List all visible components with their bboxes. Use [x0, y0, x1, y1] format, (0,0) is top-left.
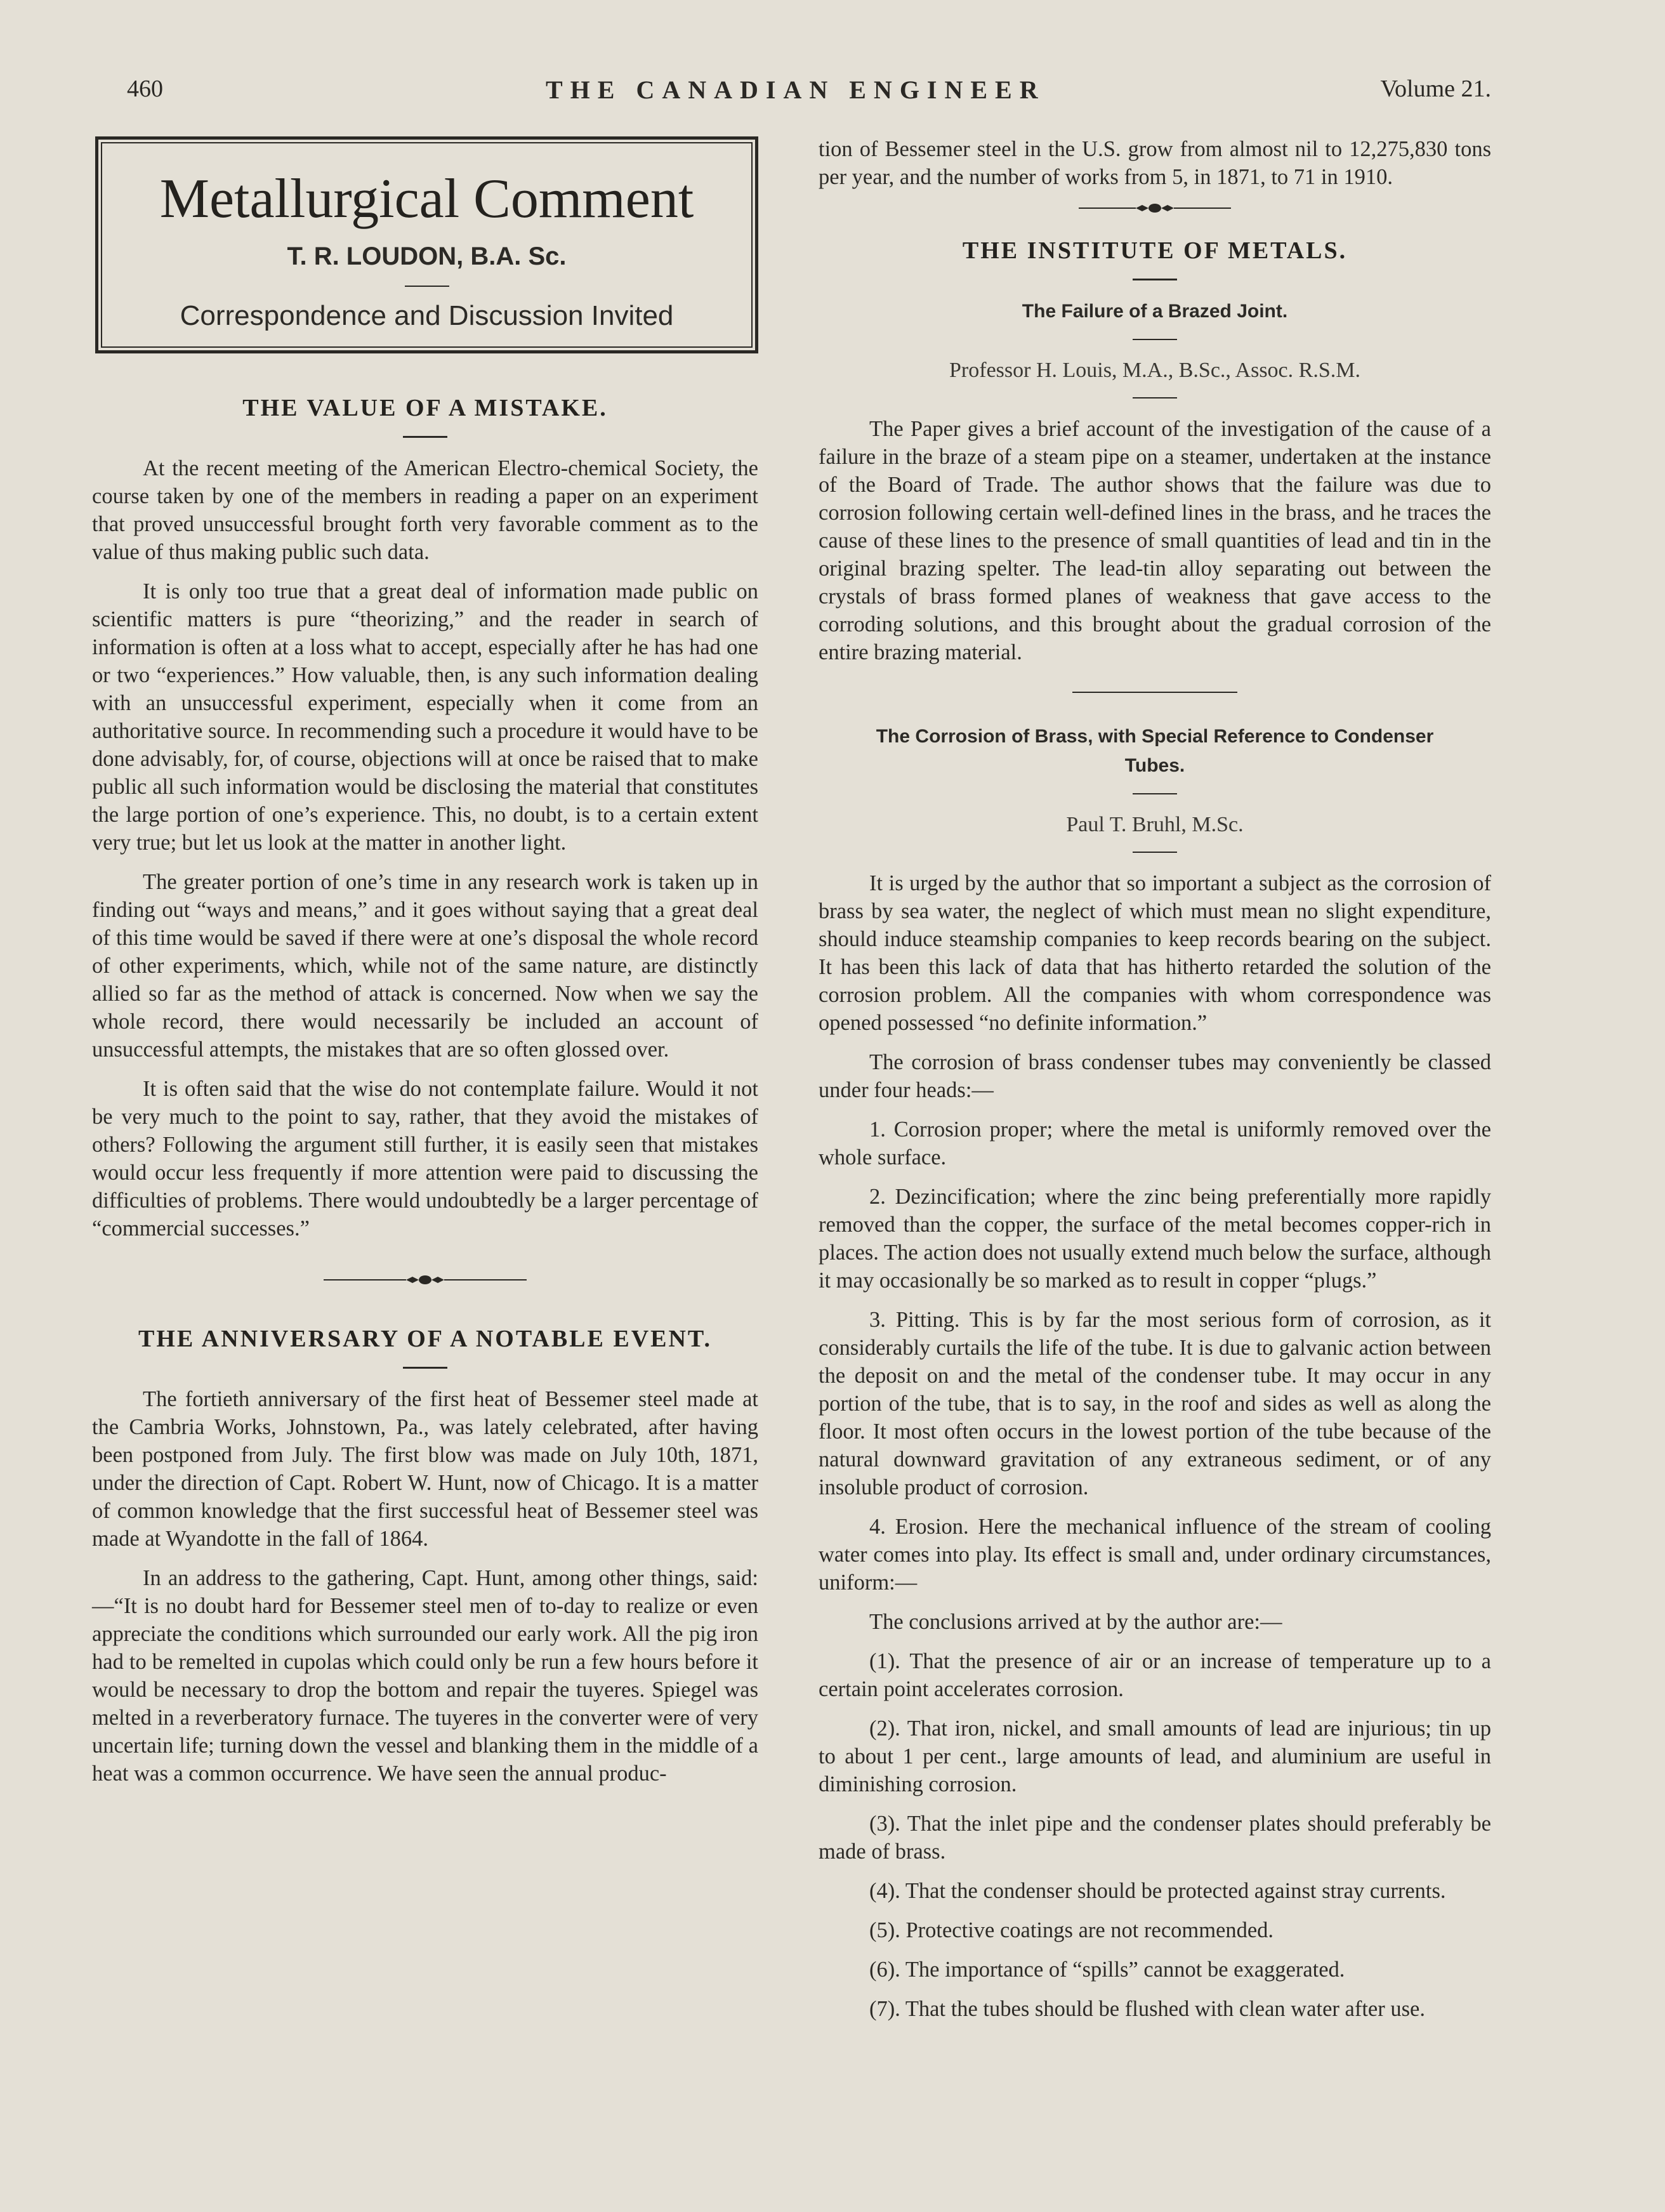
page-header: [127, 75, 1491, 113]
paragraph-continuation: tion of Bessemer steel in the U.S. grow from almost nil to 12,275,830 tons per year, and the number of works from 5, in 1871, to 71 in 1910.: [819, 137, 1491, 189]
list-item: (5). Protective coatings are not recommended.: [869, 1918, 1274, 1942]
article-title: The Corrosion of Brass, with Special Reference to Condenser Tubes.: [876, 726, 1434, 776]
article-subtitle: The Failure of a Brazed Joint.: [1022, 301, 1288, 322]
ornament-icon: [406, 1274, 444, 1286]
list-item: (2). That iron, nickel, and small amounts of lead are injurious; tin up to about 1 per cent., large amounts of lead, and aluminium are useful in diminishing corrosion.: [819, 1716, 1491, 1796]
ornament-line: [324, 1279, 406, 1280]
paragraph: The corrosion of brass condenser tubes may conveniently be classed under four heads:—: [819, 1050, 1491, 1102]
list-item: 3. Pitting. This is by far the most serious form of corrosion, as it considerably curtails the life of the tube. It is due to galvanic action between the deposit on and the metal of the condenser tube. It may occur in any portion of the tube, that is to say, in the roof and sides as well as along the floor. It most often occurs in the lowest portion of the tube because of the natural downward gravitation of any extraneous sediment, or of any insoluble product of corrosion.: [819, 1308, 1491, 1499]
right-column: [819, 135, 1491, 2034]
paragraph: It is only too true that a great deal of information made public on scientific matters is pure “theorizing,” and the reader in search of information is often at a loss what to accept, especially after he has had one or two “experiences.” How valuable, then, is any such information dealing with an unsuccessful experiment, especially when it come from an authoritative source. In recommending such a procedure it would have to be done advisably, for, of course, objections will at once be raised that to make public all such information would be disclosing the material that constitutes the large portion of one’s experience. This, no doubt, is to a certain extent very true; but let us look at the matter in another light.: [92, 579, 758, 855]
divider: [1133, 793, 1177, 794]
article-title: THE INSTITUTE OF METALS.: [962, 237, 1348, 264]
list-item: (6). The importance of “spills” cannot be exaggerated.: [869, 1958, 1345, 1982]
comment-invite: Correspondence and Discussion Invited: [180, 300, 674, 331]
article-body: [819, 869, 1491, 2023]
ornament-divider: [819, 202, 1491, 214]
list-item: (3). That the inlet pipe and the condenser plates should preferably be made of brass.: [819, 1812, 1491, 1864]
article-title: THE ANNIVERSARY OF A NOTABLE EVENT.: [138, 1326, 712, 1352]
divider: [1133, 339, 1177, 340]
list-item: (7). That the tubes should be flushed with clean water after use.: [869, 1997, 1425, 2021]
ornament-line: [1079, 207, 1136, 209]
list-item: 4. Erosion. Here the mechanical influence of the stream of cooling water comes into play. Its effect is small and, under ordinary circumstances, uniform:—: [819, 1515, 1491, 1595]
paragraph: The fortieth anniversary of the first heat of Bessemer steel made at the Cambria Works, Johnstown, Pa., was lately celebrated, after having been postponed from July. The first blow was made on July 10th, 1871, under the direction of Capt. Robert W. Hunt, now of Chicago. It is a matter of common knowledge that the first successful heat of Bessemer steel was made at Wyandotte in the fall of 1864.: [92, 1387, 758, 1551]
ornament-line: [1174, 207, 1231, 209]
paragraph: The Paper gives a brief account of the investigation of the cause of a failure in the braze of a steam pipe on a steamer, undertaken at the instance of the Board of Trade. The author shows that the failure was due to corrosion following certain well-defined lines in the brass, and he traces the cause of these lines to the presence of small quantities of lead and tin in the original brazing spelter. The lead-tin alloy separating out between the crystals of brass formed planes of weakness that gave access to the corroding solutions, and this brought about the gradual corrosion of the entire brazing material.: [819, 417, 1491, 664]
volume-label: Volume 21.: [1380, 76, 1491, 102]
comment-author: T. R. LOUDON, B.A. Sc.: [287, 242, 567, 270]
divider: [403, 436, 447, 438]
comment-box-inner: [101, 142, 753, 348]
list-item: 2. Dezincification; where the zinc being preferentially more rapidly removed than the copper, the surface of the metal becomes copper-rich in places. The action does not usually extend much below the surface, although it may occasionally be so marked as to result in copper “plugs.”: [819, 1185, 1491, 1293]
paragraph: It is often said that the wise do not contemplate failure. Would it not be very much to the point to say, rather, that they avoid the mistakes of others? Following the argument still further, it is easily seen that mistakes would occur less frequently if more attention were paid to discussing the difficulties of problems. There would undoubtedly be a larger percentage of “commercial successes.”: [92, 1077, 758, 1241]
journal-title: THE CANADIAN ENGINEER: [546, 76, 1046, 104]
divider: [405, 286, 449, 287]
divider: [1133, 397, 1177, 398]
ornament-line: [444, 1279, 527, 1280]
divider: [403, 1367, 447, 1369]
article-byline: Professor H. Louis, M.A., B.Sc., Assoc. R.S.M.: [949, 359, 1360, 382]
article-title: THE VALUE OF A MISTAKE.: [242, 395, 608, 421]
comment-title: Metallurgical Comment: [159, 168, 694, 230]
list-item: (4). That the condenser should be protected against stray currents.: [869, 1879, 1446, 1903]
ornament-icon: [1136, 202, 1174, 214]
paragraph: The greater portion of one’s time in any research work is taken up in finding out “ways and means,” and it goes without saying that a great deal of this time would be saved if there were at one’s disposal the whole record of other experiments, which, while not of the same nature, are distinctly allied so far as the method of attack is concerned. Now when we say the whole record, there would necessarily be included an account of unsuccessful attempts, the mistakes that are so often glossed over.: [92, 870, 758, 1062]
paragraph: At the recent meeting of the American Electro-chemical Society, the course taken by one of the members in reading a paper on an experiment that proved unsuccessful brought forth very favorable comment as to the value of thus making public such data.: [92, 456, 758, 564]
ornament-divider: [92, 1274, 758, 1286]
list-item: (1). That the presence of air or an increase of temperature up to a certain point accelerates corrosion.: [819, 1649, 1491, 1701]
article-byline: Paul T. Bruhl, M.Sc.: [1066, 813, 1244, 836]
paragraph: In an address to the gathering, Capt. Hunt, among other things, said:—“It is no doubt hard for Bessemer steel men of to-day to realize or even appreciate the conditions which surrounded our early work. All the pig iron had to be remelted in cupolas which could only be run a few hours before it would be necessary to drop the bottom and repair the tuyeres. Spiegel was melted in a reverberatory furnace. The tuyeres in the converter were of very uncertain life; turning down the vessel and blanking them in the middle of a heat was a common occurrence. We have seen the annual produc-: [92, 1566, 758, 1786]
paragraph: The conclusions arrived at by the author are:—: [869, 1610, 1282, 1634]
divider: [1133, 279, 1177, 280]
comment-box: [95, 136, 758, 353]
paragraph: It is urged by the author that so important a subject as the corrosion of brass by sea water, the neglect of which must mean no slight expenditure, should induce steamship companies to keep records bearing on the subject. It has been this lack of data that has hitherto retarded the solution of the corrosion problem. All the companies with whom correspondence was opened possessed “no definite information.”: [819, 871, 1491, 1035]
list-item: 1. Corrosion proper; where the metal is uniformly removed over the whole surface.: [819, 1117, 1491, 1169]
section-separator: [1072, 692, 1237, 693]
left-column: [92, 136, 758, 1799]
divider: [1133, 852, 1177, 853]
page-number: 460: [127, 76, 163, 102]
